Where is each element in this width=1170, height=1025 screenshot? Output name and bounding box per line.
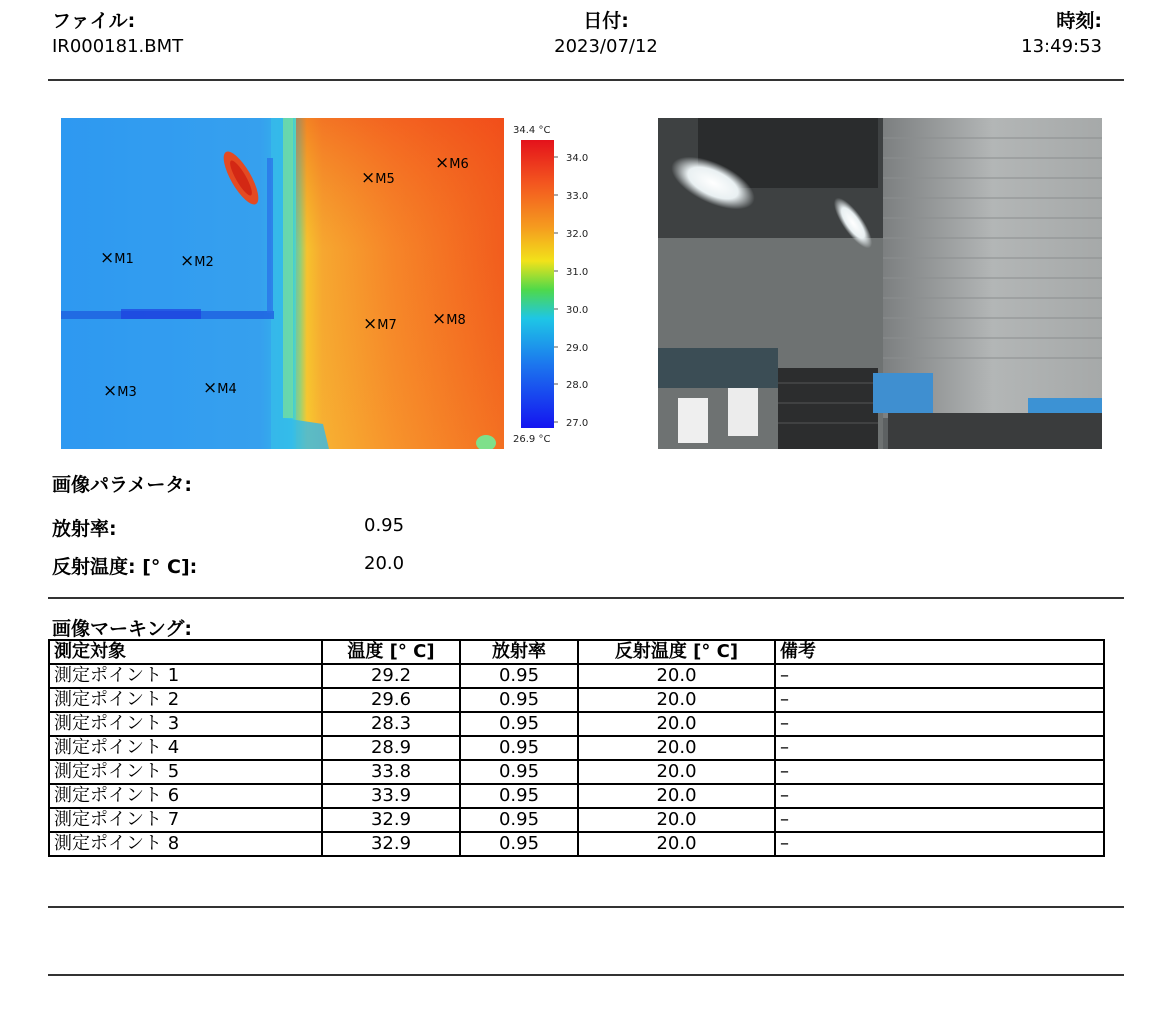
cell-emissivity: 0.95: [460, 688, 578, 712]
cell-notes: –: [775, 784, 1104, 808]
cell-notes: –: [775, 736, 1104, 760]
marker-m5: ×M5: [361, 168, 395, 188]
cell-reflected-temp: 20.0: [578, 712, 775, 736]
file-value: IR000181.BMT: [52, 36, 184, 57]
temperature-color-scale: [505, 118, 605, 453]
marker-m2: ×M2: [180, 251, 214, 271]
marker-m1: ×M1: [100, 248, 134, 268]
image-params-title: 画像パラメータ:: [52, 474, 193, 496]
table-header-row: [49, 640, 1104, 664]
cell-reflected-temp: 20.0: [578, 784, 775, 808]
footer-divider-bottom: [48, 974, 1124, 976]
scale-tick: 32.0: [566, 229, 589, 240]
cell-target: 測定ポイント 3: [49, 712, 322, 736]
cell-reflected-temp: 20.0: [578, 760, 775, 784]
col-header-notes: 備考: [775, 640, 1104, 664]
cell-reflected-temp: 20.0: [578, 808, 775, 832]
cell-temperature: 32.9: [322, 832, 460, 856]
marker-m6: ×M6: [435, 153, 469, 173]
params-divider: [48, 597, 1124, 599]
cell-emissivity: 0.95: [460, 832, 578, 856]
cell-notes: –: [775, 808, 1104, 832]
visible-photo: [658, 118, 1102, 449]
col-header-reflected-temp: 反射温度 [° C]: [578, 640, 775, 664]
marker-m8: ×M8: [432, 309, 466, 329]
col-header-temperature: 温度 [° C]: [322, 640, 460, 664]
marker-m7: ×M7: [363, 314, 397, 334]
cell-target: 測定ポイント 6: [49, 784, 322, 808]
time-label: 時刻:: [1056, 10, 1102, 32]
file-label: ファイル:: [52, 10, 136, 32]
markings-table: [48, 639, 1105, 857]
emissivity-label: 放射率:: [52, 518, 117, 540]
cell-temperature: 28.3: [322, 712, 460, 736]
scale-tick: 31.0: [566, 267, 589, 278]
cell-emissivity: 0.95: [460, 664, 578, 688]
cell-reflected-temp: 20.0: [578, 736, 775, 760]
scale-tick: 27.0: [566, 418, 589, 429]
scale-tick: 33.0: [566, 191, 589, 202]
date-value: 2023/07/12: [554, 36, 658, 57]
cell-reflected-temp: 20.0: [578, 832, 775, 856]
cell-temperature: 29.6: [322, 688, 460, 712]
date-label: 日付:: [583, 10, 629, 32]
cell-notes: –: [775, 712, 1104, 736]
cell-notes: –: [775, 688, 1104, 712]
cell-target: 測定ポイント 2: [49, 688, 322, 712]
cell-reflected-temp: 20.0: [578, 688, 775, 712]
table-row: [49, 712, 1104, 736]
cell-target: 測定ポイント 4: [49, 736, 322, 760]
col-header-target: 測定対象: [49, 640, 322, 664]
cell-temperature: 28.9: [322, 736, 460, 760]
header-divider: [48, 79, 1124, 81]
table-row: [49, 784, 1104, 808]
cell-emissivity: 0.95: [460, 784, 578, 808]
table-row: [49, 808, 1104, 832]
cell-temperature: 33.9: [322, 784, 460, 808]
cell-temperature: 29.2: [322, 664, 460, 688]
cell-target: 測定ポイント 8: [49, 832, 322, 856]
cell-emissivity: 0.95: [460, 712, 578, 736]
cell-emissivity: 0.95: [460, 760, 578, 784]
scale-min-label: 26.9 °C: [513, 434, 551, 445]
cell-temperature: 32.9: [322, 808, 460, 832]
cell-notes: –: [775, 760, 1104, 784]
scale-max-label: 34.4 °C: [513, 125, 551, 136]
cell-target: 測定ポイント 7: [49, 808, 322, 832]
reflected-temp-label: 反射温度: [° C]:: [52, 556, 198, 578]
table-row: [49, 688, 1104, 712]
table-row: [49, 760, 1104, 784]
image-markings-title: 画像マーキング:: [52, 618, 193, 640]
scale-tick: 34.0: [566, 153, 589, 164]
cell-emissivity: 0.95: [460, 736, 578, 760]
footer-divider-top: [48, 906, 1124, 908]
scale-tick: 29.0: [566, 343, 589, 354]
scale-tick: 28.0: [566, 380, 589, 391]
cell-temperature: 33.8: [322, 760, 460, 784]
col-header-emissivity: 放射率: [460, 640, 578, 664]
emissivity-value: 0.95: [364, 515, 405, 536]
scale-tick: 30.0: [566, 305, 589, 316]
cell-notes: –: [775, 664, 1104, 688]
table-row: [49, 832, 1104, 856]
cell-reflected-temp: 20.0: [578, 664, 775, 688]
cell-target: 測定ポイント 1: [49, 664, 322, 688]
time-value: 13:49:53: [1021, 36, 1102, 57]
marker-m3: ×M3: [103, 381, 137, 401]
cell-target: 測定ポイント 5: [49, 760, 322, 784]
marker-m4: ×M4: [203, 378, 237, 398]
table-row: [49, 736, 1104, 760]
table-row: [49, 664, 1104, 688]
reflected-temp-value: 20.0: [364, 553, 405, 574]
cell-emissivity: 0.95: [460, 808, 578, 832]
cell-notes: –: [775, 832, 1104, 856]
